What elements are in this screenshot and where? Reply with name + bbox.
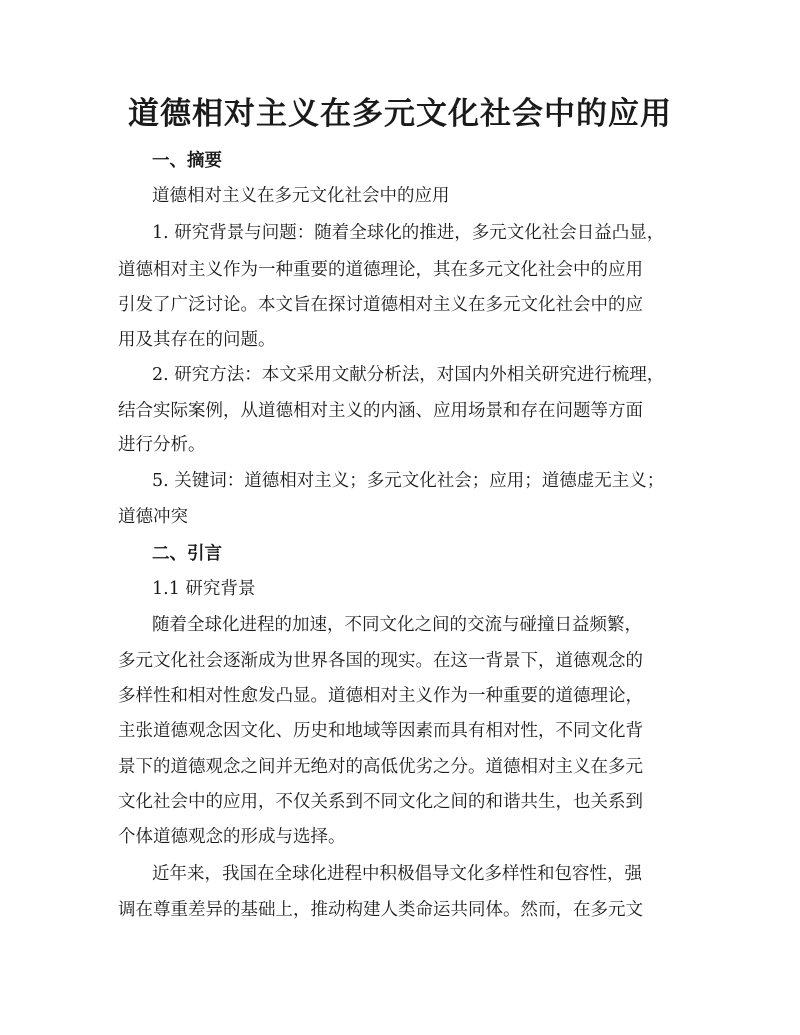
text-line: 2. 研究方法：本文采用文献分析法，对国内外相关研究进行梳理，: [152, 365, 665, 385]
text-line: 道德相对主义作为一种重要的道德理论，其在多元文化社会中的应用: [118, 260, 643, 280]
text-line: 多样性和相对性愈发凸显。道德相对主义作为一种重要的道德理论，: [118, 686, 643, 706]
text-line: 引发了广泛讨论。本文旨在探讨道德相对主义在多元文化社会中的应: [118, 295, 643, 315]
text-line: 用及其存在的问题。: [118, 330, 276, 350]
heading-introduction: 二、引言: [152, 544, 222, 564]
text-line: 近年来，我国在全球化进程中积极倡导文化多样性和包容性，强: [152, 864, 642, 884]
text-line: 道德冲突: [118, 507, 188, 527]
heading-abstract: 一、摘要: [152, 151, 222, 171]
text-line: 景下的道德观念之间并无绝对的高低优劣之分。道德相对主义在多元: [118, 757, 643, 777]
text-line: 多元文化社会逐渐成为世界各国的现实。在这一背景下，道德观念的: [118, 651, 643, 671]
document-title: 道德相对主义在多元文化社会中的应用: [128, 96, 672, 132]
text-line: 随着全球化进程的加速，不同文化之间的交流与碰撞日益频繁，: [152, 615, 642, 635]
text-line: 5. 关键词：道德相对主义；多元文化社会；应用；道德虚无主义；: [152, 471, 665, 491]
text-line: 个体道德观念的形成与选择。: [118, 827, 346, 847]
subheading-background: 1.1 研究背景: [152, 579, 256, 599]
text-line: 道德相对主义在多元文化社会中的应用: [152, 186, 450, 206]
text-line: 结合实际案例，从道德相对主义的内涵、应用场景和存在问题等方面: [118, 401, 643, 421]
text-line: 主张道德观念因文化、历史和地域等因素而具有相对性，不同文化背: [118, 721, 643, 741]
text-line: 文化社会中的应用，不仅关系到不同文化之间的和谐共生，也关系到: [118, 792, 643, 812]
text-line: 1. 研究背景与问题：随着全球化的推进，多元文化社会日益凸显，: [152, 223, 665, 243]
text-line: 调在尊重差异的基础上，推动构建人类命运共同体。然而，在多元文: [118, 900, 643, 920]
text-line: 进行分析。: [118, 435, 206, 455]
